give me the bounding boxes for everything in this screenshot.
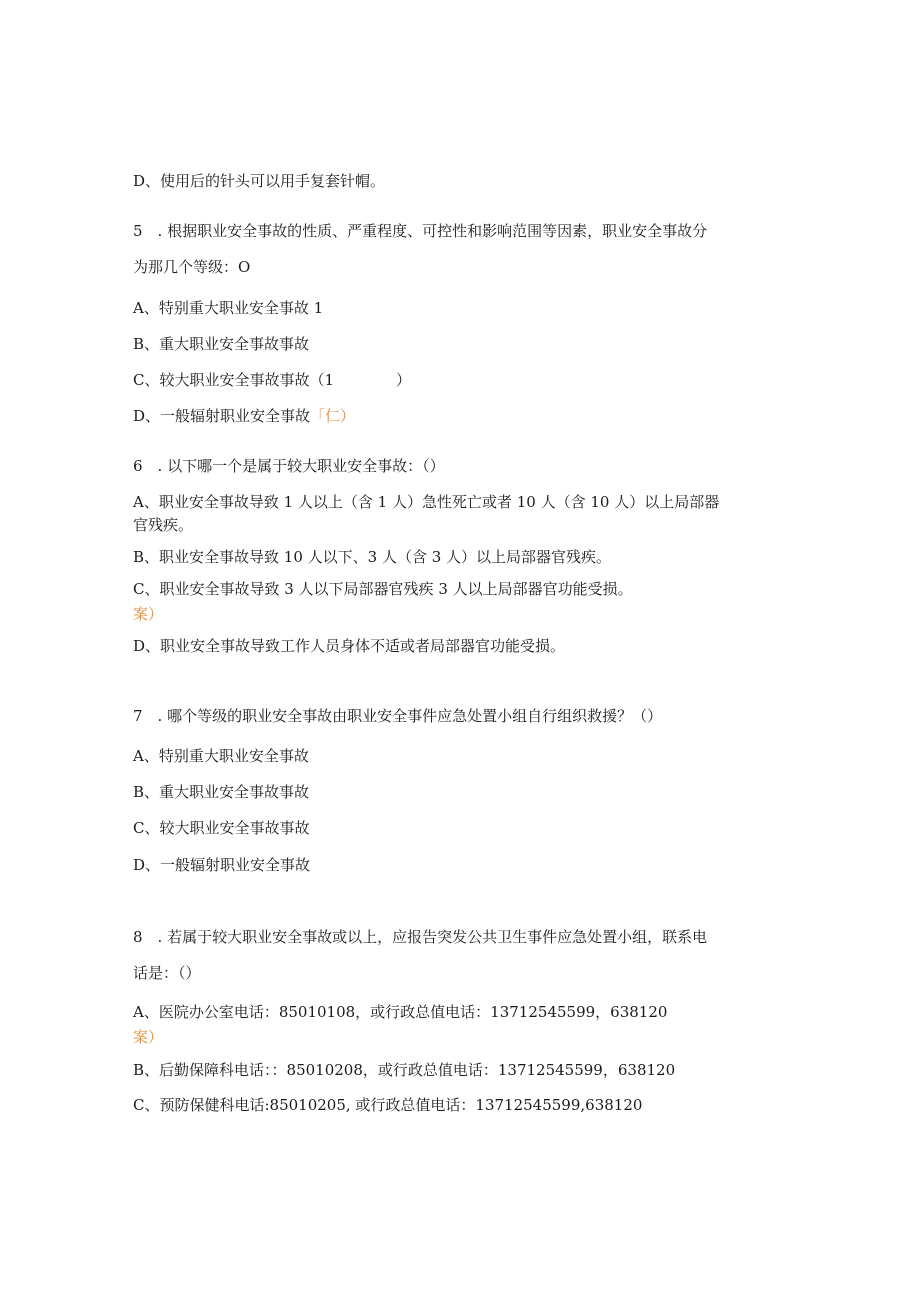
q6-option-b: B、职业安全事故导致 10 人以下、3 人（含 3 人）以上局部器官残疾。 — [133, 548, 612, 566]
q4-option-d: D、使用后的针头可以用手复套针帽。 — [133, 172, 386, 190]
q6-stem: 6 . 以下哪一个是属于较大职业安全事故：（） — [133, 457, 445, 475]
q5-option-c-text: C、较大职业安全事故事故（1 — [133, 371, 335, 389]
q5-stem-line1: 5 . 根据职业安全事故的性质、严重程度、可控性和影响范围等因素，职业安全事故分 — [133, 222, 708, 240]
q7-option-d: D、一般辐射职业安全事故 — [133, 856, 311, 874]
q7-option-c: C、较大职业安全事故事故 — [133, 819, 310, 837]
q6-option-a-line2: 官残疾。 — [133, 516, 194, 534]
q5-option-c — [133, 370, 411, 390]
q5-option-d-hint: 「仁） — [310, 407, 356, 425]
q5-option-b: B、重大职业安全事故事故 — [133, 335, 310, 353]
q6-option-a-line1: A、职业安全事故导致 1 人以上（含 1 人）急性死亡或者 10 人（含 10 人）以上局部器 — [133, 493, 720, 511]
q5-option-c-close: ） — [396, 371, 412, 389]
q5-option-d-text: D、一般辐射职业安全事故 — [133, 407, 311, 425]
q5-stem-line2: 为那几个等级：O — [133, 258, 251, 276]
q8-option-b: B、后勤保障科电话：：85010208，或行政总值电话：13712545599，638120 — [133, 1061, 676, 1079]
q7-option-a: A、特别重大职业安全事故 — [133, 747, 309, 765]
q6-option-c: C、职业安全事故导致 3 人以下局部器官残疾 3 人以上局部器官功能受损。 — [133, 580, 633, 598]
q7-stem: 7 . 哪个等级的职业安全事故由职业安全事件应急处置小组自行组织救援？（） — [133, 707, 663, 725]
q6-option-d: D、职业安全事故导致工作人员身体不适或者局部器官功能受损。 — [133, 637, 566, 655]
q8-stem-line1: 8 . 若属于较大职业安全事故或以上，应报告突发公共卫生事件应急处置小组，联系电 — [133, 928, 708, 946]
q8-answer-hint: 案） — [133, 1028, 164, 1046]
q6-answer-hint: 案） — [133, 605, 164, 623]
q8-option-c: C、预防保健科电话:85010205, 或行政总值电话：13712545599,638120 — [133, 1096, 643, 1114]
q8-stem-line2: 话是：（） — [133, 964, 201, 982]
q5-option-d — [133, 406, 355, 426]
q7-option-b: B、重大职业安全事故事故 — [133, 783, 310, 801]
q5-option-a: A、特别重大职业安全事故 1 — [133, 299, 324, 317]
q8-option-a: A、医院办公室电话：85010108，或行政总值电话：13712545599，638120 — [133, 1003, 668, 1021]
